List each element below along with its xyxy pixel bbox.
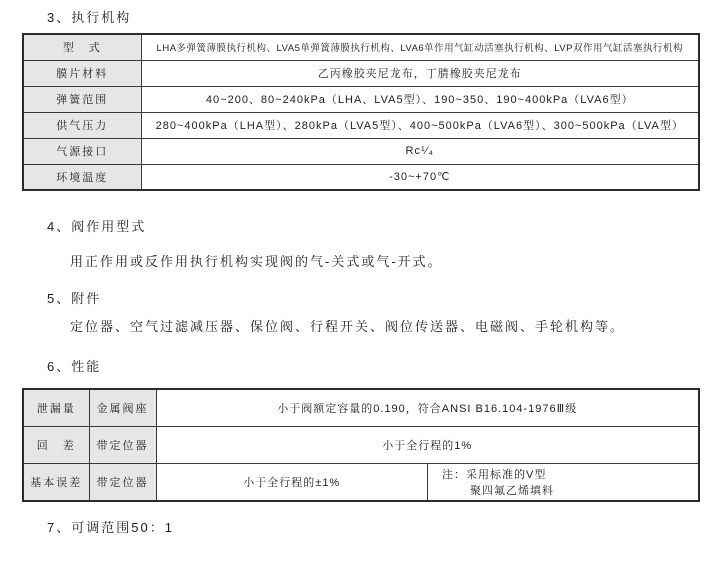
- section-6-heading: 6、性能: [47, 359, 102, 374]
- spec-row-value: LHA多弹簧薄膜执行机构、LVA5单弹簧薄膜执行机构、LVA6单作用气缸动活塞执行机构、LVP双作用气缸活塞执行机构: [141, 34, 699, 60]
- spec-row-value: 乙丙橡胶夹尼龙布，丁腈橡胶夹尼龙布: [141, 60, 699, 86]
- section-4-body: 用正作用或反作用执行机构实现阀的气-关式或气-开式。: [70, 254, 443, 269]
- spec-row-label: 膜片材料: [23, 60, 141, 86]
- table-row: [23, 463, 699, 501]
- table-row: [23, 426, 699, 463]
- spec-row-label: 供气压力: [23, 112, 141, 138]
- spec-row-label: 弹簧范围: [23, 86, 141, 112]
- note-line: 注：采用标准的V型: [442, 468, 547, 481]
- performance-table: [22, 388, 700, 502]
- spec-row-value: 40~200、80~240kPa（LHA、LVA5型）、190~350、190~400kPa（LVA6型）: [141, 86, 699, 112]
- table-row: [23, 34, 699, 60]
- spec-row-label: 型 式: [23, 34, 141, 60]
- perf-row-note: [428, 463, 700, 501]
- spec-row-label: 气源接口: [23, 138, 141, 164]
- spec-row-label: 环境温度: [23, 164, 141, 190]
- actuator-spec-table: [22, 33, 700, 191]
- spec-row-value: -30~+70℃: [141, 164, 699, 190]
- table-row: [23, 164, 699, 190]
- section-4-heading: 4、阀作用型式: [47, 219, 147, 234]
- section-5-heading: 5、附件: [47, 291, 102, 306]
- perf-row-sublabel: 金属阀座: [89, 389, 156, 426]
- section-7-heading: 7、可调范围50：1: [47, 520, 174, 535]
- section-3-heading: 3、执行机构: [47, 10, 132, 25]
- perf-row-label: 回 差: [23, 426, 89, 463]
- table-row: [23, 60, 699, 86]
- perf-row-value: 小于阀额定容量的0.190，符合ANSI B16.104-1976Ⅲ级: [156, 389, 699, 426]
- perf-row-value: 小于全行程的1%: [156, 426, 699, 463]
- perf-row-label: 基本误差: [23, 463, 89, 501]
- table-row: [23, 86, 699, 112]
- perf-row-label: 泄漏量: [23, 389, 89, 426]
- perf-row-sublabel: 带定位器: [89, 463, 156, 501]
- spec-row-value: Rc¹⁄₄: [141, 138, 699, 164]
- table-row: [23, 389, 699, 426]
- perf-row-sublabel: 带定位器: [89, 426, 156, 463]
- spec-row-value: 280~400kPa（LHA型）、280kPa（LVA5型）、400~500kPa（LVA6型）、300~500kPa（LVA型）: [141, 112, 699, 138]
- section-5-body: 定位器、空气过滤减压器、保位阀、行程开关、阀位传送器、电磁阀、手轮机构等。: [70, 319, 626, 334]
- table-row: [23, 112, 699, 138]
- note-line: 聚四氟乙烯填料: [470, 484, 554, 497]
- table-row: [23, 138, 699, 164]
- perf-row-value: 小于全行程的±1%: [156, 463, 428, 501]
